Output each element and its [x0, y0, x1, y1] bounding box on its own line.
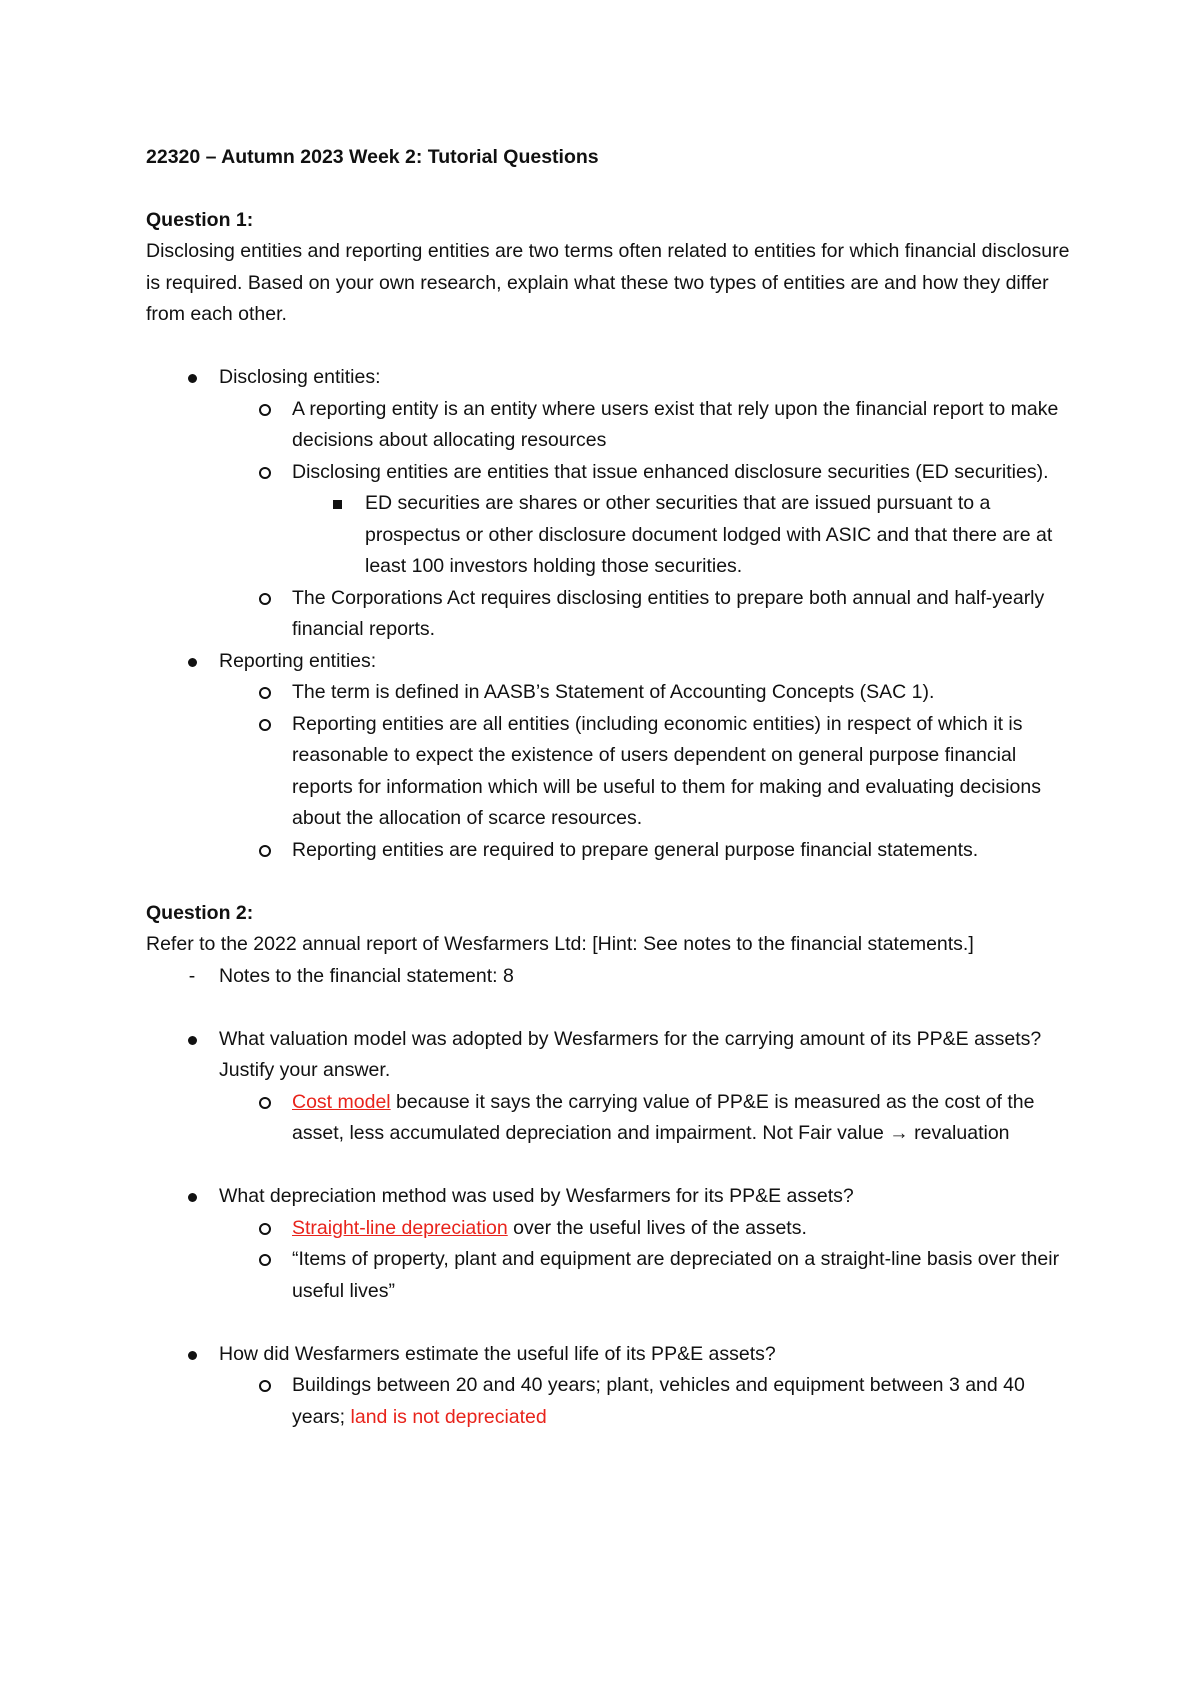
useful-life-answer: Buildings between 20 and 40 years; plant, vehicles and equipment between 3 and 40 years;: [292, 1374, 1025, 1428]
circle-bullet-icon: [255, 835, 275, 868]
question-2-prompt: Refer to the 2022 annual report of Wesfarmers Ltd: [Hint: See notes to the financial statements.]: [146, 933, 974, 955]
page-title: 22320 – Autumn 2023 Week 2: Tutorial Questions: [146, 146, 599, 168]
reporting-entities-label: Reporting entities:: [219, 649, 377, 672]
list-item: [146, 362, 1076, 394]
valuation-question: What valuation model was adopted by Wesfarmers for the carrying amount of its PP&E assets? Justify your answer.: [219, 1027, 1042, 1081]
list-item: [146, 1213, 1076, 1245]
depreciation-answer: over the useful lives of the assets.: [507, 1216, 807, 1239]
circle-bullet-icon: [255, 677, 275, 710]
bullet-icon: [182, 646, 202, 678]
list-item-text: Reporting entities are all entities (including economic entities) in respect of which it is reasonable to expect the existence of users dependent on general purpose financial reports for information which will be useful to them for making and evaluating decisions about the allocation of scarce resources.: [292, 712, 1041, 829]
question-2-depreciation-list: [146, 1181, 1076, 1307]
list-item: [146, 709, 1076, 835]
square-bullet-icon: [327, 488, 347, 520]
question-2-valuation-list: [146, 1024, 1076, 1150]
circle-bullet-icon: [255, 394, 275, 427]
list-item: [146, 394, 1076, 457]
cost-model-highlight: Cost model: [292, 1090, 391, 1113]
question-1-prompt: Disclosing entities and reporting entities are two terms often related to entities for which financial disclosure is required. Based on your own research, explain what these two types of entities are and how they differ from each other.: [146, 240, 1070, 325]
circle-bullet-icon: [255, 1087, 275, 1120]
valuation-answer: because it says the carrying value of PP&E is measured as the cost of the asset, less accumulated depreciation and impairment. Not Fair value → revaluation: [292, 1090, 1035, 1144]
list-item: [146, 961, 1076, 993]
list-item-text: ED securities are shares or other securities that are issued pursuant to a prospectus or other disclosure document lodged with ASIC and that there are at least 100 investors holding those securities.: [365, 492, 1053, 577]
list-item: [146, 1024, 1076, 1087]
disclosing-entities-label: Disclosing entities:: [219, 366, 381, 388]
list-item: [146, 1087, 1076, 1150]
list-item: [146, 677, 1076, 709]
list-item: [146, 488, 1076, 583]
circle-bullet-icon: [255, 1213, 275, 1246]
depreciation-question: What depreciation method was used by Wesfarmers for its PP&E assets?: [219, 1185, 854, 1207]
list-item: [146, 1370, 1076, 1433]
circle-bullet-icon: [255, 583, 275, 616]
question-2-heading: Question 2:: [146, 901, 254, 924]
bullet-icon: [182, 1024, 202, 1056]
circle-bullet-icon: [255, 457, 275, 490]
straight-line-highlight: Straight-line depreciation: [292, 1216, 508, 1239]
notes-list: [146, 961, 1076, 993]
list-item: [146, 1181, 1076, 1213]
document-body: [146, 142, 1076, 1433]
list-item-text: The term is defined in AASB’s Statement of Accounting Concepts (SAC 1).: [292, 681, 935, 703]
question-2-useful-life-list: [146, 1339, 1076, 1434]
question-1-heading: Question 1:: [146, 208, 254, 231]
list-item-text: A reporting entity is an entity where users exist that rely upon the financial report to make decisions about allocating resources: [292, 397, 1059, 451]
circle-bullet-icon: [255, 1244, 275, 1277]
circle-bullet-icon: [255, 1370, 275, 1403]
list-item: [146, 583, 1076, 646]
circle-bullet-icon: [255, 709, 275, 742]
depreciation-quote: “Items of property, plant and equipment are depreciated on a straight-line basis over their useful lives”: [292, 1248, 1060, 1302]
list-item: [146, 457, 1076, 489]
question-1-answer-list: [146, 362, 1076, 866]
list-item: [146, 1244, 1076, 1307]
list-item: [146, 1339, 1076, 1371]
useful-life-question: How did Wesfarmers estimate the useful life of its PP&E assets?: [219, 1342, 776, 1365]
list-item-text: Reporting entities are required to prepare general purpose financial statements.: [292, 838, 979, 861]
bullet-icon: [182, 1339, 202, 1371]
notes-reference: Notes to the financial statement: 8: [219, 964, 514, 987]
bullet-icon: [182, 362, 202, 394]
list-item: [146, 646, 1076, 678]
land-not-depreciated-highlight: land is not depreciated: [350, 1405, 547, 1428]
list-item-text: Disclosing entities are entities that issue enhanced disclosure securities (ED securities).: [292, 460, 1049, 483]
bullet-icon: [182, 1181, 202, 1213]
list-item-text: The Corporations Act requires disclosing entities to prepare both annual and half-yearly financial reports.: [292, 586, 1045, 640]
list-item: [146, 835, 1076, 867]
dash-bullet-icon: -: [188, 964, 196, 987]
